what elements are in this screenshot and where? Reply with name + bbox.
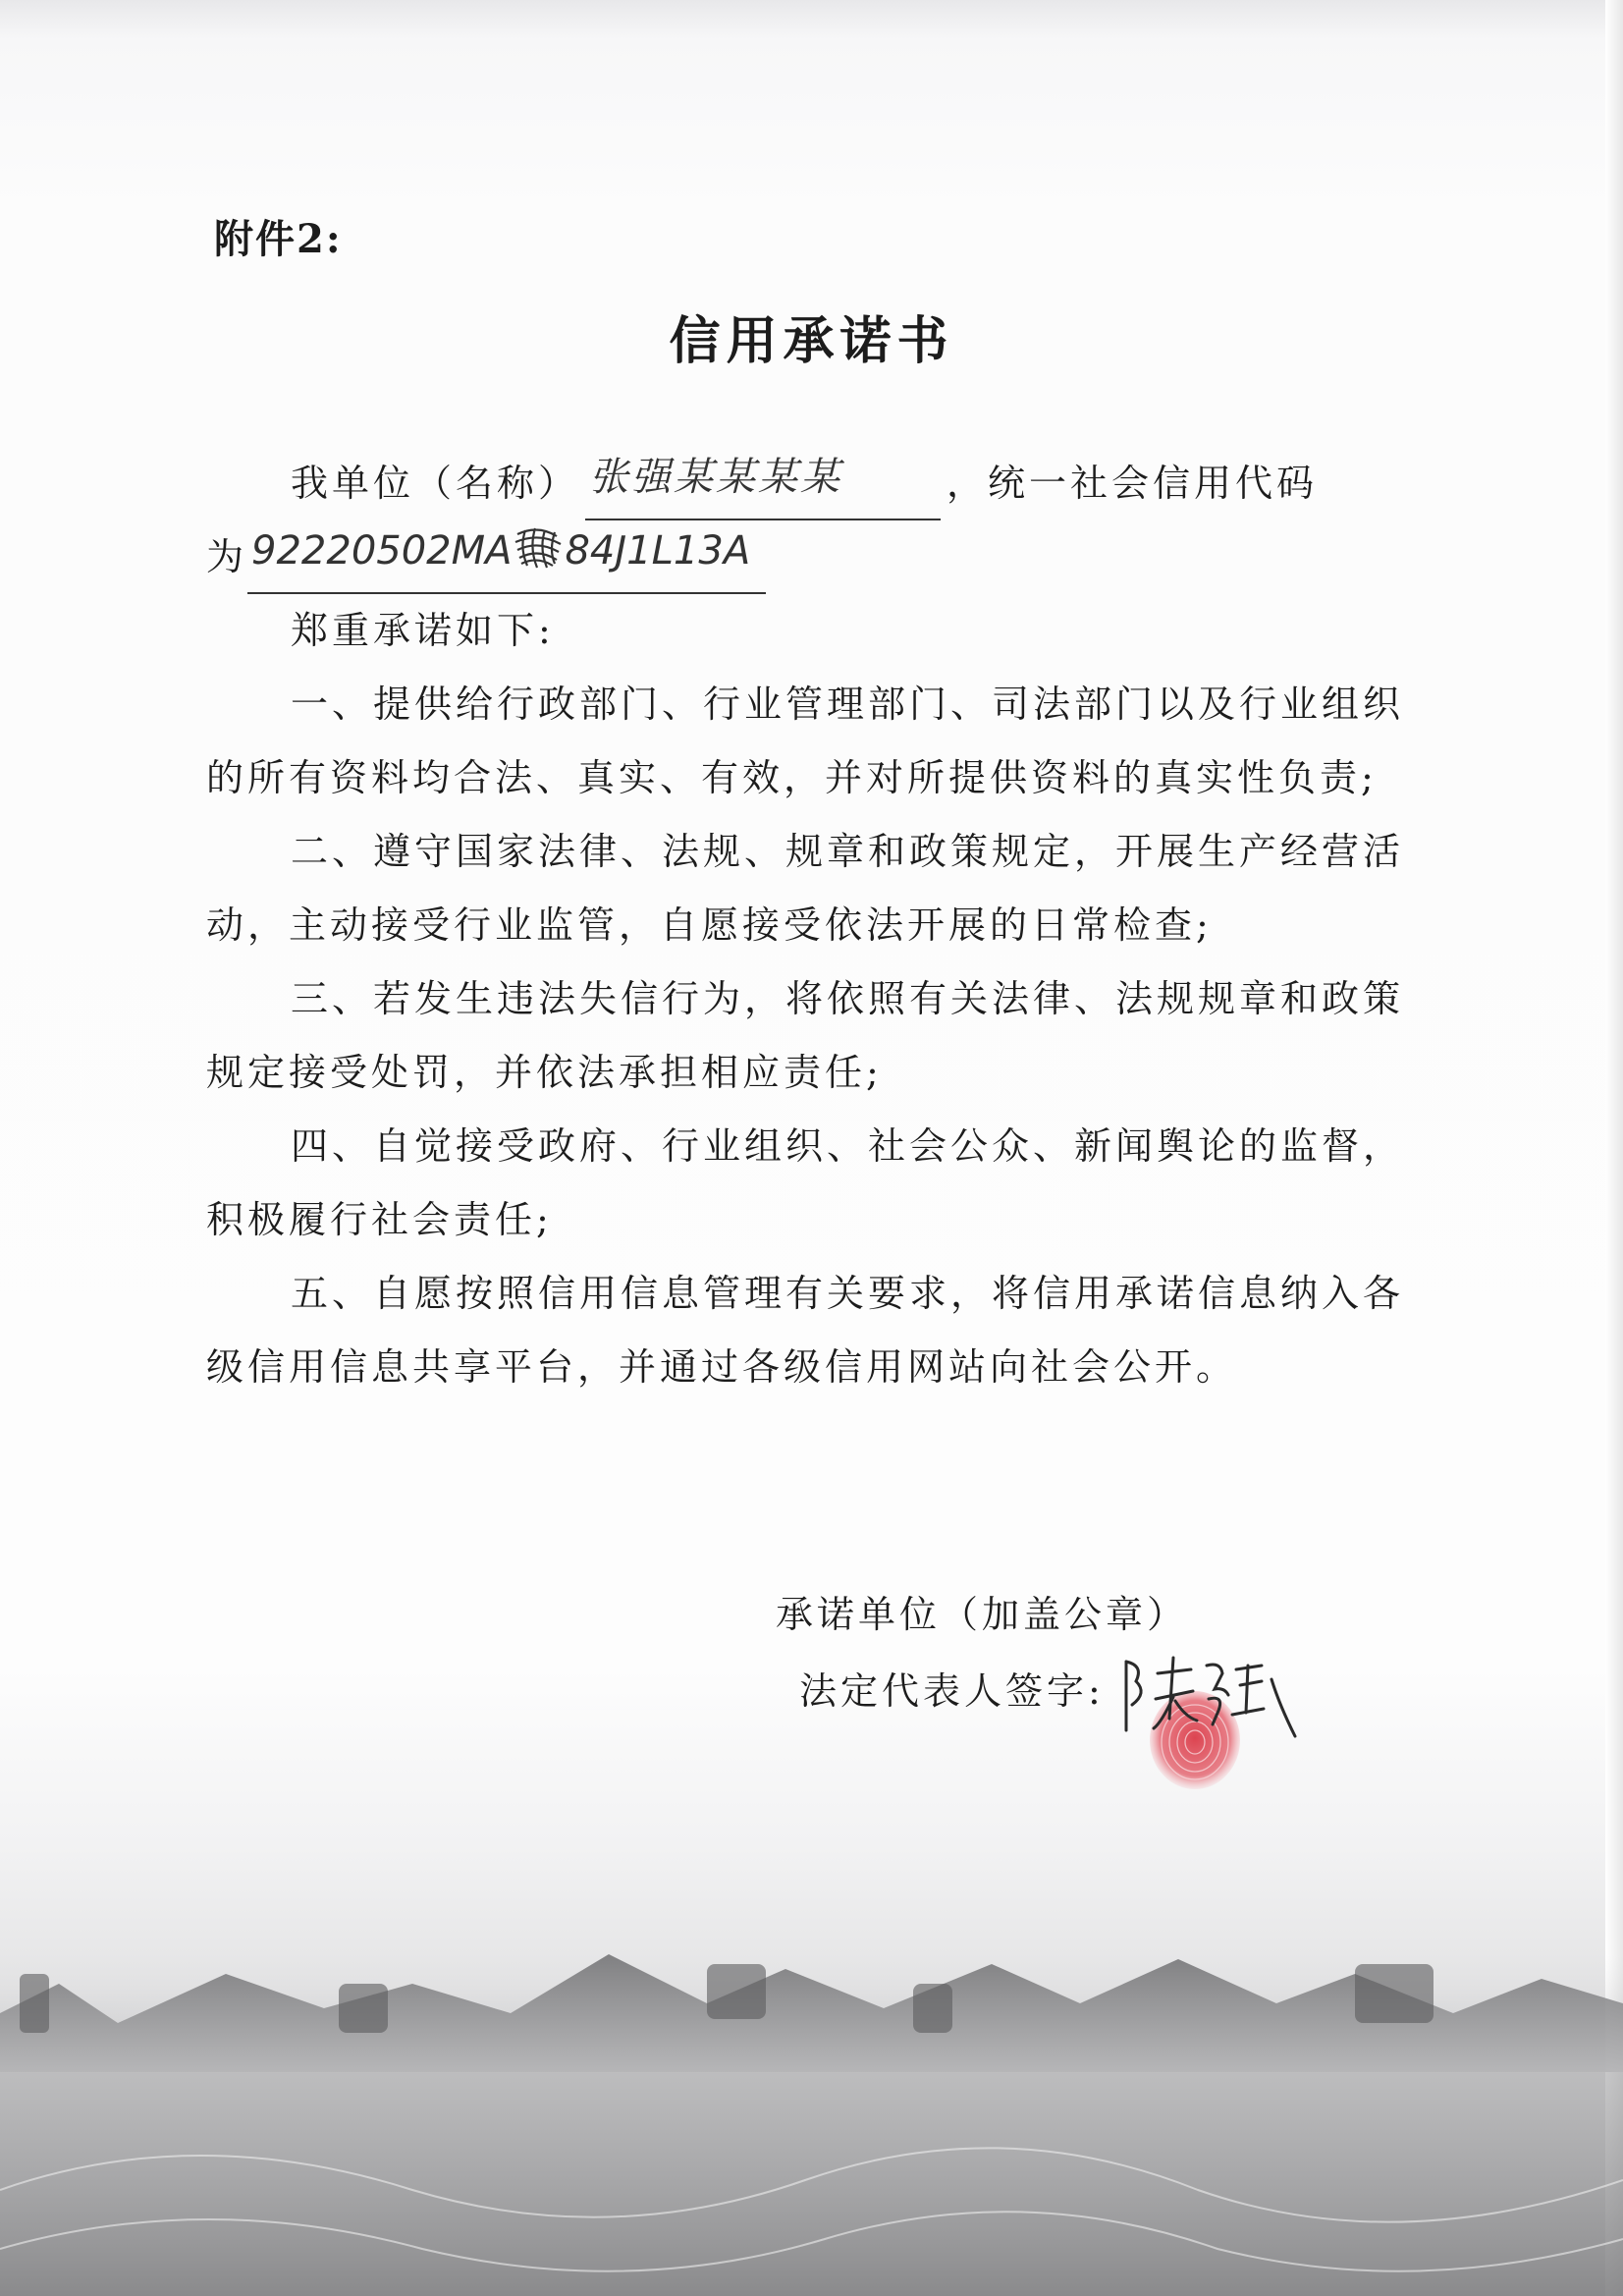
clause-line: 级信用信息共享平台，并通过各级信用网站向社会公开。 xyxy=(206,1345,1238,1389)
credit-code-part1: 92220502MA xyxy=(251,528,513,574)
credit-code-field xyxy=(247,528,766,594)
redaction-scribble xyxy=(512,520,565,560)
document-title: 信用承诺书 xyxy=(669,311,954,371)
clause-line: 四、自觉接受政府、行业组织、社会公众、新闻舆论的监督， xyxy=(291,1124,1405,1168)
intro-prefix: 我单位（名称） xyxy=(291,462,580,505)
intro-line xyxy=(206,447,1409,520)
clause-line: 五、自愿按照信用信息管理有关要求，将信用承诺信息纳入各 xyxy=(291,1272,1405,1315)
clause-line: 的所有资料均合法、真实、有效，并对所提供资料的真实性负责; xyxy=(206,756,1378,799)
legal-rep-signature xyxy=(1114,1640,1311,1752)
credit-code-handwritten xyxy=(251,515,750,588)
credit-code-line xyxy=(206,520,1409,594)
unit-name-field xyxy=(585,455,941,520)
clause-line: 二、遵守国家法律、法规、规章和政策规定，开展生产经营活 xyxy=(291,830,1405,873)
credit-code-part2: 84J1L13A xyxy=(565,528,751,574)
decorative-footer-pattern xyxy=(0,1895,1623,2296)
intro-suffix: ，统一社会信用代码 xyxy=(947,462,1319,505)
unit-seal-label: 承诺单位（加盖公章） xyxy=(776,1593,1189,1636)
attachment-label: 附件2: xyxy=(214,216,343,262)
legal-rep-label: 法定代表人签字: xyxy=(799,1669,1105,1713)
code-prefix: 为 xyxy=(206,535,248,578)
solemn-line: 郑重承诺如下: xyxy=(291,609,555,652)
commitment-body xyxy=(206,447,1409,1404)
clause-line: 积极履行社会责任; xyxy=(206,1198,553,1241)
clause-line: 三、若发生违法失信行为，将依照有关法律、法规规章和政策 xyxy=(291,977,1405,1020)
clause-line: 一、提供给行政部门、行业管理部门、司法部门以及行业组织 xyxy=(291,683,1405,726)
unit-name-handwritten: 张强某某某某 xyxy=(589,455,843,500)
clause-line: 动，主动接受行业监管，自愿接受依法开展的日常检查; xyxy=(206,903,1213,947)
clause-line: 规定接受处罚，并依法承担相应责任; xyxy=(206,1051,883,1094)
